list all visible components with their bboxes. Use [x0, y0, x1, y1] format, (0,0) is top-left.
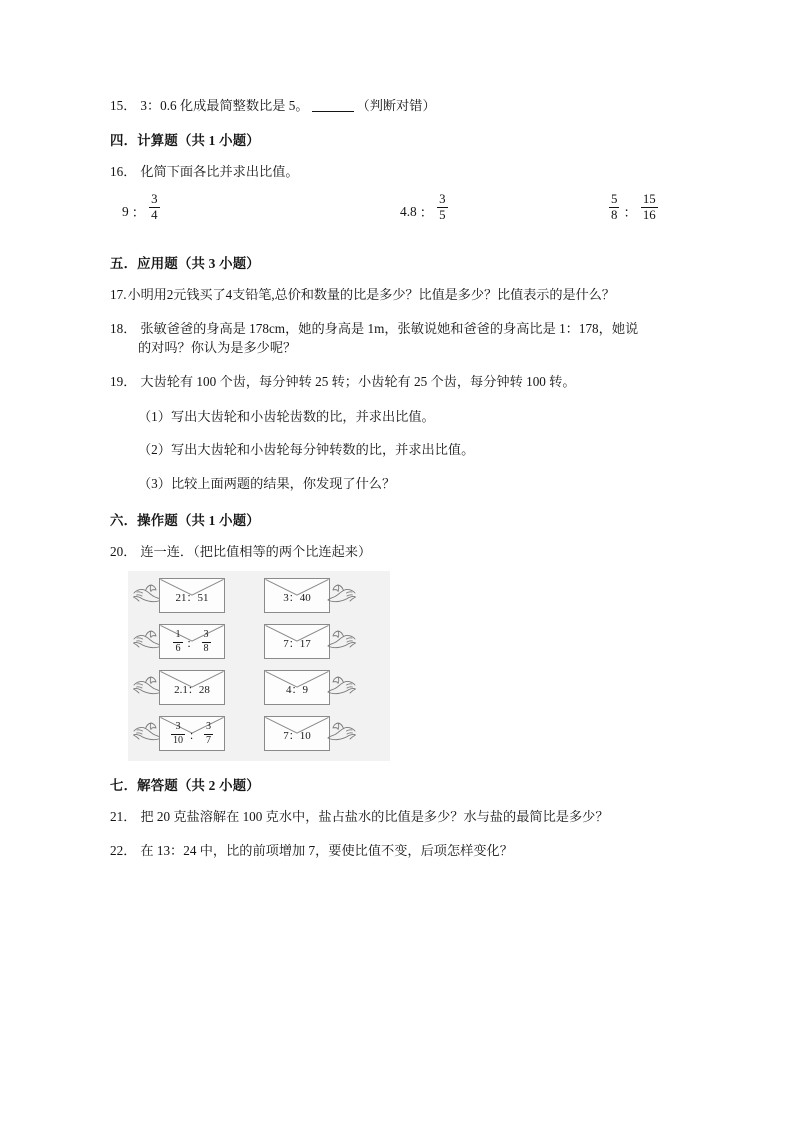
- expression-1-colon: ：: [131, 205, 146, 221]
- section-heading-four: 四．计算题（共 1 小题）: [110, 133, 260, 149]
- matching-left-item-1[interactable]: [132, 577, 254, 615]
- question-15-body: [140, 96, 700, 116]
- question-20-text: 连一连．（把比值相等的两个比连起来）: [140, 544, 372, 560]
- matching-right-item-1[interactable]: [264, 577, 386, 615]
- envelope-value: [169, 718, 215, 749]
- question-15-text-before: 3：0.6 化成最简整数比是 5。: [140, 98, 309, 113]
- worksheet-content: [110, 96, 700, 875]
- question-19: [110, 372, 700, 392]
- envelope-colon: ：: [186, 638, 198, 651]
- question-18-line-2: 的对吗？你认为是多少呢？: [138, 339, 297, 355]
- question-16-number: 16．: [110, 164, 137, 180]
- dove-icon: [327, 583, 357, 609]
- envelope-fraction-right: [204, 722, 213, 746]
- envelope-right-denominator: 8: [203, 642, 209, 654]
- envelope-right-denominator: 7: [206, 734, 212, 746]
- expression-2-colon: ：: [419, 205, 434, 221]
- answer-blank-15[interactable]: [312, 100, 354, 112]
- question-18-line-1: 张敏爸爸的身高是 178cm，她的身高是 1m，张敏说她和爸爸的身高比是 1：178，她说: [140, 321, 639, 337]
- question-16: [110, 162, 700, 182]
- expression-1-denominator: 4: [151, 208, 158, 223]
- envelope: [264, 716, 330, 751]
- matching-left-item-2[interactable]: [132, 623, 254, 661]
- envelope: [159, 670, 225, 705]
- question-19-number: 19．: [110, 374, 137, 390]
- section-heading-six: 六．操作题（共 1 小题）: [110, 513, 260, 529]
- section-heading-seven: 七．解答题（共 2 小题）: [110, 777, 260, 793]
- envelope-value: 7：10: [283, 730, 311, 743]
- matching-grid: [132, 577, 386, 753]
- envelope-right-numerator: 3: [206, 721, 212, 733]
- envelope-left-denominator: 6: [175, 642, 181, 654]
- expression-1-fraction: [149, 193, 159, 223]
- matching-figure: [128, 571, 390, 761]
- expression-2-denominator: 5: [439, 208, 446, 223]
- expression-1: [122, 191, 162, 227]
- question-15-text-after: （判断对错）: [356, 98, 436, 113]
- envelope-right-numerator: 3: [203, 629, 209, 641]
- question-19-text: 大齿轮有 100 个齿，每分钟转 25 转；小齿轮有 25 个齿，每分钟转 100 转。: [140, 374, 576, 390]
- envelope-value: 2.1：28: [174, 684, 210, 697]
- question-19-sub-3: （3）比较上面两题的结果，你发现了什么？: [138, 475, 396, 491]
- question-16-expressions: [110, 191, 700, 245]
- matching-right-item-2[interactable]: [264, 623, 386, 661]
- envelope-value: 7：17: [283, 638, 311, 651]
- envelope-left-numerator: 1: [175, 629, 181, 641]
- envelope-left-numerator: 3: [175, 721, 181, 733]
- dove-icon: [132, 629, 162, 655]
- envelope: [264, 624, 330, 659]
- expression-2-lead: 4.8: [400, 203, 417, 219]
- question-21-number: 21．: [110, 808, 137, 824]
- envelope-value: 3：40: [283, 592, 311, 605]
- expression-3-fraction-left: [609, 193, 619, 223]
- envelope-fraction-right: [202, 630, 211, 654]
- envelope-value: 4：9: [286, 684, 308, 697]
- question-21: [110, 807, 700, 827]
- expression-3-right-denominator: 16: [642, 208, 656, 223]
- matching-right-item-3[interactable]: [264, 669, 386, 707]
- expression-2-fraction: [437, 193, 447, 223]
- section-heading-five: 五．应用题（共 3 小题）: [110, 255, 260, 271]
- question-15-number: 15．: [110, 98, 137, 113]
- envelope-fraction-left: [173, 630, 182, 654]
- envelope-value: 21：51: [175, 592, 209, 605]
- envelope: [264, 670, 330, 705]
- question-17-number: 17.: [110, 286, 127, 302]
- question-22-number: 22．: [110, 842, 137, 858]
- question-18-number: 18．: [110, 321, 137, 337]
- question-20-number: 20．: [110, 544, 137, 560]
- matching-left-item-3[interactable]: [132, 669, 254, 707]
- matching-left-item-4[interactable]: [132, 715, 254, 753]
- envelope-value: [171, 626, 212, 657]
- expression-3-left-numerator: 5: [611, 191, 618, 206]
- dove-icon: [327, 629, 357, 655]
- expression-3-colon: ：: [623, 205, 637, 221]
- question-20: [110, 542, 700, 562]
- dove-icon: [132, 721, 162, 747]
- envelope: [264, 578, 330, 613]
- question-19-sub-2: （2）写出大齿轮和小齿轮每分钟转数的比，并求出比值。: [138, 442, 475, 458]
- expression-3: [607, 191, 660, 227]
- dove-icon: [327, 721, 357, 747]
- dove-icon: [327, 675, 357, 701]
- question-22: [110, 841, 700, 861]
- question-16-text: 化简下面各比并求出比值。: [140, 164, 299, 180]
- expression-3-left-denominator: 8: [611, 208, 618, 223]
- envelope: [159, 624, 225, 659]
- question-22-text: 在 13：24 中，比的前项增加 7，要使比值不变，后项怎样变化？: [140, 842, 513, 858]
- expression-2-numerator: 3: [439, 191, 446, 206]
- envelope-colon: ：: [189, 730, 201, 743]
- expression-3-fraction-right: [641, 193, 658, 223]
- question-18: [110, 319, 700, 339]
- expression-1-lead: 9: [122, 203, 129, 219]
- expression-2: [400, 191, 450, 227]
- expression-1-numerator: 3: [151, 191, 158, 206]
- question-21-text: 把 20 克盐溶解在 100 克水中，盐占盐水的比值是多少？水与盐的最简比是多少？: [140, 808, 609, 824]
- question-17-text: 小明用2元钱买了4支铅笔,总价和数量的比是多少？比值是多少？比值表示的是什么？: [127, 286, 615, 302]
- envelope-left-denominator: 10: [172, 734, 184, 746]
- expression-3-right-numerator: 15: [642, 191, 656, 206]
- envelope: [159, 578, 225, 613]
- dove-icon: [132, 583, 162, 609]
- question-19-sub-1: （1）写出大齿轮和小齿轮齿数的比，并求出比值。: [138, 408, 435, 424]
- envelope-fraction-left: [171, 722, 185, 746]
- envelope: [159, 716, 225, 751]
- dove-icon: [132, 675, 162, 701]
- question-17: [110, 285, 700, 305]
- matching-right-item-4[interactable]: [264, 715, 386, 753]
- question-15: [110, 96, 700, 116]
